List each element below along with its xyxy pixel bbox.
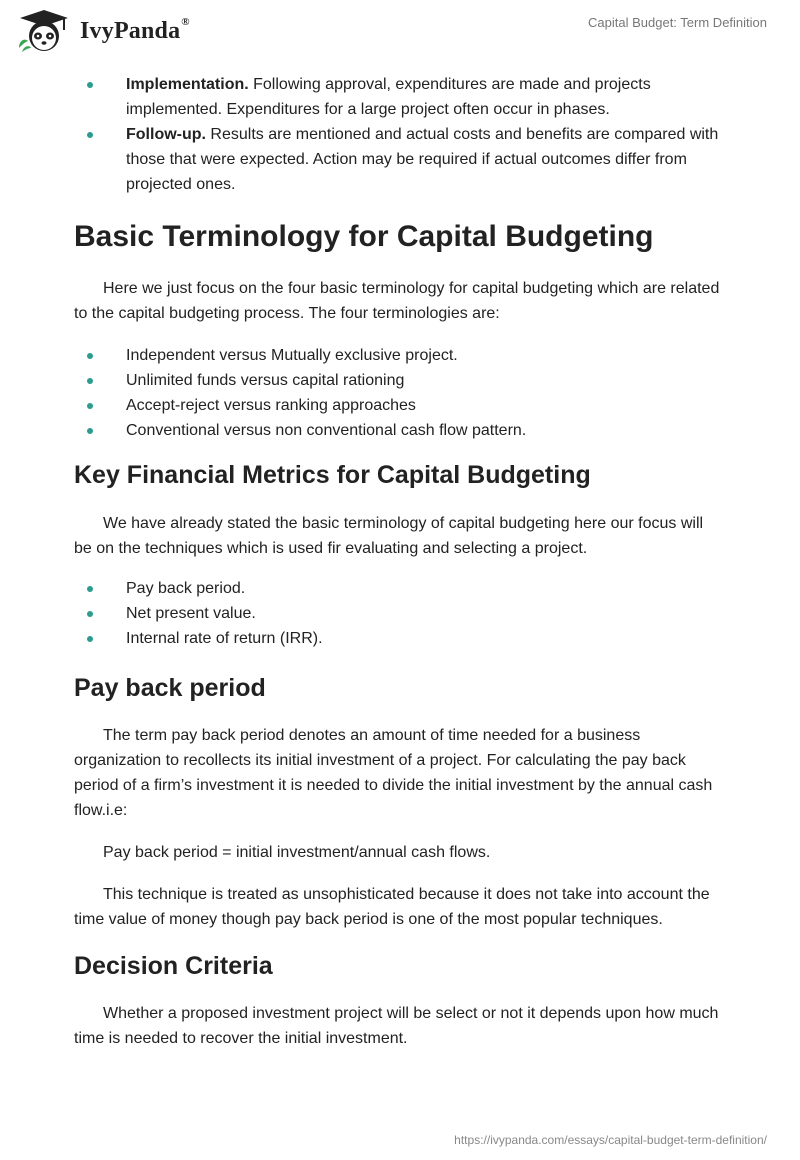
- paragraph: We have already stated the basic terminology of capital budgeting here our focus will be on the techniques which is used fir evaluating and selecting a project.: [74, 515, 704, 557]
- metrics-list: [74, 576, 724, 651]
- section-heading-basic-terminology: Basic Terminology for Capital Budgeting: [74, 220, 654, 253]
- page-header: [0, 0, 800, 60]
- process-steps-list: [74, 72, 724, 197]
- bullet-icon: [87, 378, 93, 384]
- ivypanda-logo[interactable]: [16, 8, 190, 54]
- list-item: Internal rate of return (IRR).: [74, 626, 724, 651]
- list-item: Independent versus Mutually exclusive project.: [74, 343, 724, 368]
- paragraph: Whether a proposed investment project will be select or not it depends upon how much time is needed to recover the initial investment.: [74, 1005, 719, 1047]
- bullet-icon: [87, 403, 93, 409]
- list-item: Implementation. Following approval, expenditures are made and projects implemented. Expenditures for a large project often occur in phases.: [74, 72, 724, 122]
- section-heading-financial-metrics: Key Financial Metrics for Capital Budgeting: [74, 461, 591, 489]
- list-item: Net present value.: [74, 601, 724, 626]
- section-heading-pay-back-period: Pay back period: [74, 674, 266, 702]
- paragraph: The term pay back period denotes an amount of time needed for a business organization to recollects its initial investment of a project. For calculating the pay back period of a firm’s investment it is needed to divide the initial investment by the annual cash flow.i.e:: [74, 727, 713, 819]
- document-title: Capital Budget: Term Definition: [588, 15, 767, 30]
- paragraph: This technique is treated as unsophisticated because it does not take into account the time value of money though pay back period is one of the most popular techniques.: [74, 886, 710, 928]
- list-item: Pay back period.: [74, 576, 724, 601]
- source-url[interactable]: https://ivypanda.com/essays/capital-budget-term-definition/: [454, 1133, 767, 1147]
- list-item: Unlimited funds versus capital rationing: [74, 368, 724, 393]
- list-item: Accept-reject versus ranking approaches: [74, 393, 724, 418]
- bullet-icon: [87, 132, 93, 138]
- formula-paragraph: Pay back period = initial investment/annual cash flows.: [103, 844, 491, 861]
- bullet-icon: [87, 636, 93, 642]
- bullet-icon: [87, 82, 93, 88]
- panda-graduation-cap-icon: [16, 8, 74, 54]
- bullet-icon: [87, 428, 93, 434]
- terminology-list: [74, 343, 724, 443]
- paragraph: Here we just focus on the four basic terminology for capital budgeting which are related to the capital budgeting process. The four terminologies are:: [74, 280, 720, 322]
- bullet-icon: [87, 586, 93, 592]
- list-item: Follow-up. Results are mentioned and actual costs and benefits are compared with those that were expected. Action may be required if actual outcomes differ from projected ones.: [74, 122, 724, 197]
- list-item: Conventional versus non conventional cash flow pattern.: [74, 418, 724, 443]
- section-heading-decision-criteria: Decision Criteria: [74, 952, 273, 980]
- brand-name: IvyPanda®: [80, 15, 190, 44]
- article-body: [74, 72, 724, 1051]
- bullet-icon: [87, 353, 93, 359]
- bullet-icon: [87, 611, 93, 617]
